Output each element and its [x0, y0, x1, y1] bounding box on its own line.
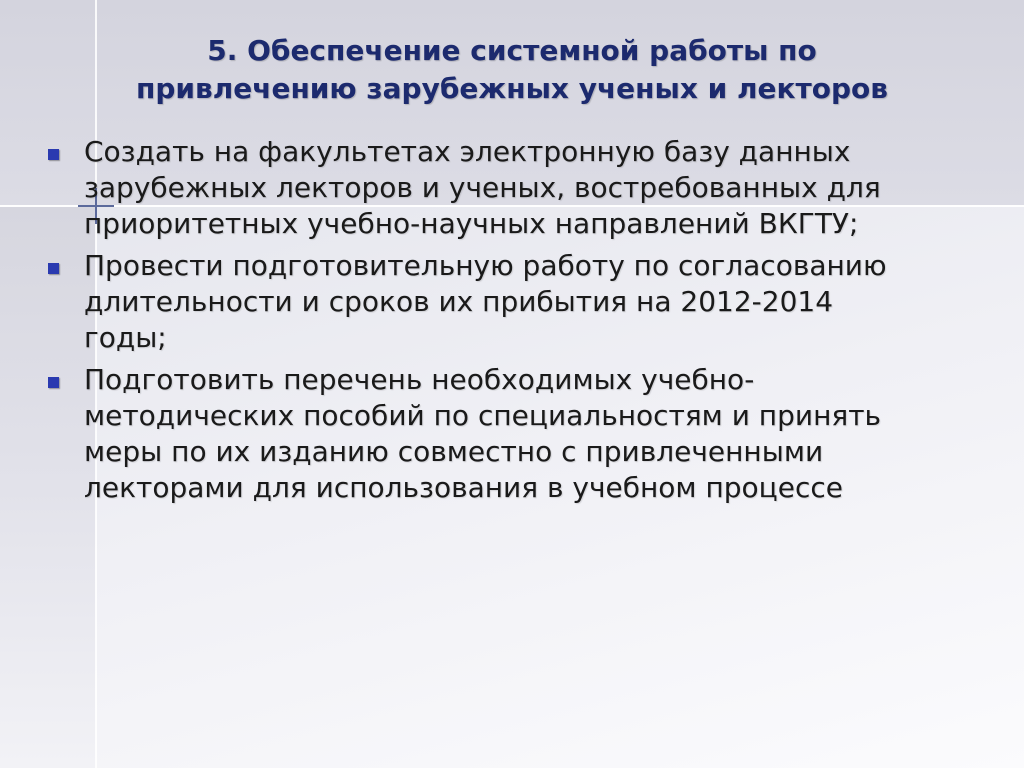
slide-title-line-2: привлечению зарубежных ученых и лекторов [136, 72, 888, 105]
square-bullet-icon [48, 149, 59, 160]
slide-title-line-1: 5. Обеспечение системной работы по [207, 34, 817, 67]
bullet-1-line-3: приоритетных учебно-научных направлений ВКГТУ; [84, 207, 859, 240]
bullet-3-line-1: Подготовить перечень необходимых учебно- [84, 363, 755, 396]
bullet-3-line-3: меры по их изданию совместно с привлеченными [84, 435, 824, 468]
bullet-item-preparation [40, 248, 970, 356]
bullet-3-line-2: методических пособий по специальностям и принять [84, 399, 882, 432]
bullet-list [40, 134, 970, 512]
slide-title [40, 32, 984, 108]
bullet-2-line-3: годы; [84, 321, 167, 354]
bullet-3-line-4: лекторами для использования в учебном процессе [84, 471, 843, 504]
square-bullet-icon [48, 263, 59, 274]
bullet-1-line-2: зарубежных лекторов и ученых, востребованных для [84, 171, 881, 204]
bullet-2-line-2: длительности и сроков их прибытия на 2012-2014 [84, 285, 834, 318]
bullet-2-line-1: Провести подготовительную работу по согласованию [84, 249, 887, 282]
bullet-item-database [40, 134, 970, 242]
bullet-1-line-1: Создать на факультетах электронную базу данных [84, 135, 851, 168]
square-bullet-icon [48, 377, 59, 388]
bullet-item-materials [40, 362, 970, 506]
